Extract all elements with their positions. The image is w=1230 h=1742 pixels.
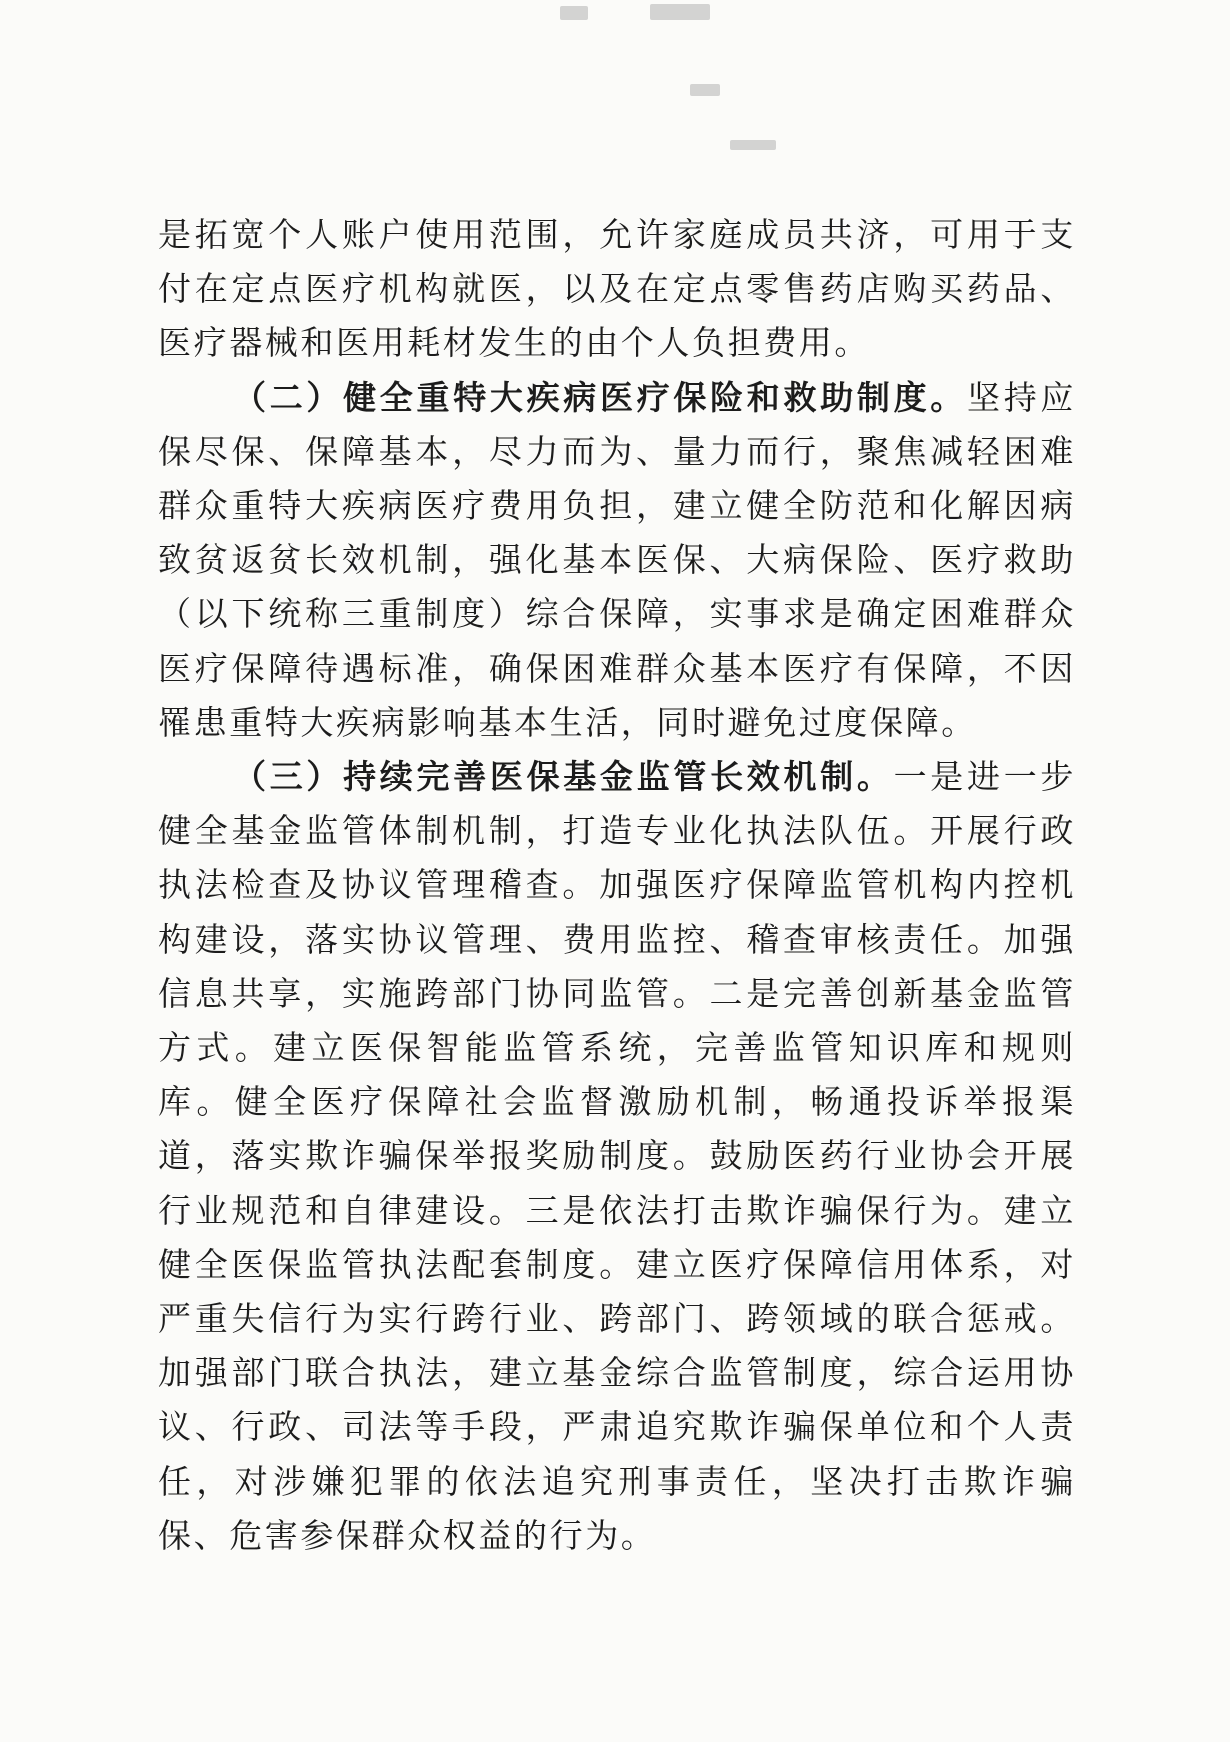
scan-artifact [560,6,588,20]
paragraph-1-text: 是拓宽个人账户使用范围，允许家庭成员共济，可用于支付在定点医疗机构就医，以及在定点零售药店购买药品、医疗器械和医用耗材发生的由个人负担费用。 [158,215,1076,363]
paragraph-2 [158,371,1076,750]
scan-artifact [650,4,710,20]
scan-artifact [690,84,720,96]
section-heading-2: （二）健全重特大疾病医疗保险和救助制度。 [233,377,967,417]
paragraph-1 [158,208,1076,371]
paragraph-2-text: 坚持应保尽保、保障基本，尽力而为、量力而行，聚焦减轻困难群众重特大疾病医疗费用负担，建立健全防范和化解因病致贫返贫长效机制，强化基本医保、大病保险、医疗救助（以下统称三重制度）综合保障，实事求是确定困难群众医疗保障待遇标准，确保困难群众基本医疗有保障，不因罹患重特大疾病影响基本生活，同时避免过度保障。 [158,377,1076,742]
scan-artifact [730,140,776,150]
paragraph-3 [158,750,1076,1563]
document-body [158,208,1076,1563]
paragraph-3-text: 一是进一步健全基金监管体制机制，打造专业化执法队伍。开展行政执法检查及协议管理稽查。加强医疗保障监管机构内控机构建设，落实协议管理、费用监控、稽查审核责任。加强信息共享，实施跨部门协同监管。二是完善创新基金监管方式。建立医保智能监管系统，完善监管知识库和规则库。健全医疗保障社会监督激励机制，畅通投诉举报渠道，落实欺诈骗保举报奖励制度。鼓励医药行业协会开展行业规范和自律建设。三是依法打击欺诈骗保行为。建立健全医保监管执法配套制度。建立医疗保障信用体系，对严重失信行为实行跨行业、跨部门、跨领域的联合惩戒。加强部门联合执法，建立基金综合监管制度，综合运用协议、行政、司法等手段，严肃追究欺诈骗保单位和个人责任，对涉嫌犯罪的依法追究刑事责任，坚决打击欺诈骗保、危害参保群众权益的行为。 [158,757,1076,1555]
section-heading-3: （三）持续完善医保基金监管长效机制。 [233,757,894,797]
